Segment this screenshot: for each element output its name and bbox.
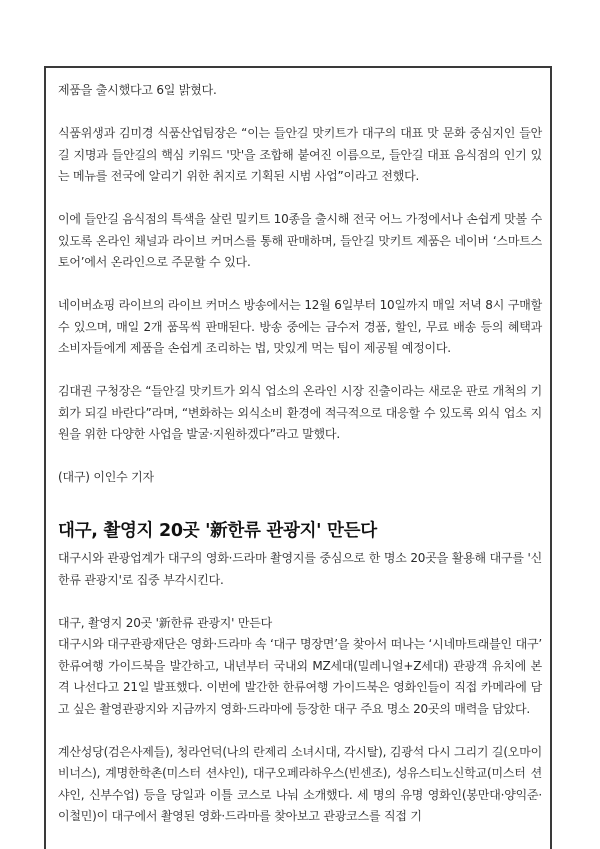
paragraph: 식품위생과 김미경 식품산업팀장은 “이는 들안길 맛키트가 대구의 대표 맛 문화 중심지인 들안길 지명과 들안길의 핵심 키워드 '맛'을 조합해 붙여진 이름으로, 들안길 대표 음식점의 인기 있는 메뉴를 전국에 알리기 위한 취지로 기획된 시범 사업”이라고 전했다.	[58, 126, 542, 183]
paragraph: 김대권 구청장은 “들안길 맛키트가 외식 업소의 온라인 시장 진출이라는 새로운 판로 개척의 기회가 되길 바란다”라며, “변화하는 외식소비 환경에 적극적으로 대응할 수 있도록 외식 업소 지원을 위한 다양한 사업을 발굴·지원하겠다”라고 말했다.	[58, 384, 542, 441]
paragraph: 대구시와 대구관광재단은 영화·드라마 속 ‘대구 명장면’을 찾아서 떠나는 ‘시네마트래블인 대구’ 한류여행 가이드북을 발간하고, 내년부터 국내외 MZ세대(밀레니얼+Z세대) 관광객 유치에 본격 나선다고 21일 발표했다. 이번에 발간한 한류여행 가이드북은 영화인들이 직접 카메라에 담고 싶은 촬영관광지와 지금까지 영화·드라마에 등장한 대구 주요 명소 20곳의 매력을 담았다.	[58, 637, 542, 716]
paragraph: 계산성당(검은사제들), 청라언덕(나의 란제리 소녀시대, 각시탈), 김광석 다시 그리기 길(오마이비너스), 계명한학촌(미스터 션샤인), 대구오페라하우스(빈센조), 성유스티노신학교(미스터 션샤인, 신부수업) 등을 당일과 이틀 코스로 나눠 소개했다. 세 명의 유명 영화인(봉만대·양익준·이철민)이 대구에서 촬영된 영화·드라마를 찾아보고 관광코스를 직접 기	[58, 744, 542, 823]
subheading: 대구, 촬영지 20곳 '新한류 관광지' 만든다	[58, 615, 273, 630]
article-headline: 대구, 촬영지 20곳 '新한류 관광지' 만든다	[58, 521, 377, 541]
paragraph: 이에 들안길 음식점의 특색을 살린 밀키트 10종을 출시해 전국 어느 가정에서나 손쉽게 맛볼 수 있도록 온라인 채널과 라이브 커머스를 통해 판매하며, 들안길 맛키트 제품은 네이버 ‘스마트스토어’에서 온라인으로 주문할 수 있다.	[58, 212, 542, 269]
document-body	[58, 80, 542, 828]
byline: (대구) 이인수 기자	[58, 470, 154, 484]
paragraph: 제품을 출시했다고 6일 밝혔다.	[58, 83, 217, 97]
paragraph: 네이버쇼핑 라이브의 라이브 커머스 방송에서는 12월 6일부터 10일까지 매일 저녁 8시 구매할 수 있으며, 매일 2개 품목씩 판매된다. 방송 중에는 금수저 경품, 할인, 무료 배송 등의 혜택과 소비자들에게 제품을 손쉽게 조리하는 법, 맛있게 먹는 팁이 제공될 예정이다.	[58, 298, 542, 355]
lead-paragraph: 대구시와 관광업계가 대구의 영화·드라마 촬영지를 중심으로 한 명소 20곳을 활용해 대구를 '신 한류 관광지'로 집중 부각시킨다.	[58, 551, 542, 587]
